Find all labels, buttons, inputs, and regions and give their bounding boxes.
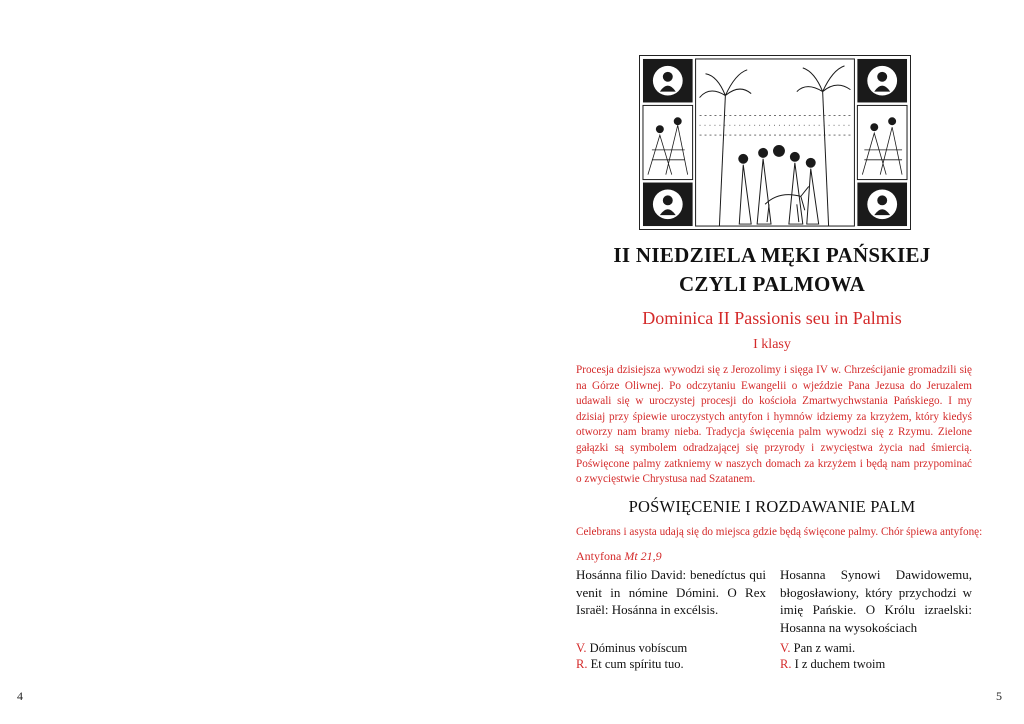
versicle-line bbox=[780, 640, 885, 656]
antiphon-reference: Mt 21,9 bbox=[624, 549, 662, 563]
response-mark: R. bbox=[576, 657, 588, 671]
response-line bbox=[576, 656, 687, 672]
palm-sunday-woodcut-icon bbox=[639, 55, 911, 230]
versicle-text: Pan z wami. bbox=[793, 641, 856, 655]
page-number-right: 5 bbox=[996, 689, 1002, 703]
title-line-2: CZYLI PALMOWA bbox=[678, 272, 866, 296]
versicles-polish bbox=[780, 640, 885, 672]
versicle-text: Dóminus vobíscum bbox=[589, 641, 688, 655]
response-line bbox=[780, 656, 885, 672]
latin-title: Dominica II Passionis seu in Palmis bbox=[642, 308, 902, 328]
antiphon-latin: Hosánna filio David: benedíctus qui venit in nómine Dómini. O Rex Israël: Hosánna in excélsis. bbox=[576, 567, 766, 617]
versicles-latin bbox=[576, 640, 687, 672]
response-text: I z duchem twoim bbox=[794, 657, 886, 671]
intro-paragraph: Procesja dzisiejsza wywodzi się z Jerozolimy i sięga IV w. Chrześcijanie gromadzili się na Górze Oliwnej. Po odczytaniu Ewangelii o wjeździe Pana Jezusa do Jeruzalem udawali się w uroczystej procesji do kościoła Zmartwychwstania Pańskiego. I my dzisiaj przy śpiewie uroczystych antyfon i hymnów idziemy za krzyżem, który kiedyś otworzy nam bramy nieba. Tradycja święcenia palm wywodzi się z Rzymu. Zielone gałązki są symbolem odradzającej się przyrody i zwycięstwa życia nad śmiercią. Poświęcone palmy zatkniemy w naszych domach za krzyżem i będą nam przypominać o zwycięstwie Chrystusa nad Szatanem. bbox=[576, 364, 972, 486]
right-page bbox=[512, 0, 1024, 724]
response-text: Et cum spíritu tuo. bbox=[590, 657, 684, 671]
page-title bbox=[552, 241, 992, 299]
response-mark: R. bbox=[780, 657, 792, 671]
liturgical-rank: I klasy bbox=[753, 337, 791, 352]
versicle-line bbox=[576, 640, 687, 656]
versicle-mark: V. bbox=[780, 641, 791, 655]
versicle-mark: V. bbox=[576, 641, 587, 655]
antiphon-polish: Hosanna Synowi Dawidowemu, błogosławiony, który przychodzi w imię Pańskie. O Królu izraelski: Hosanna na wysokościach bbox=[780, 567, 972, 635]
page-number-left: 4 bbox=[17, 689, 23, 703]
antiphon-label bbox=[576, 549, 662, 564]
section-heading: POŚWIĘCENIE I ROZDAWANIE PALM bbox=[628, 497, 916, 516]
rubric: Celebrans i asysta udają się do miejsca gdzie będą święcone palmy. Chór śpiewa antyfonę: bbox=[576, 526, 983, 538]
title-line-1: II NIEDZIELA MĘKI PAŃSKIEJ bbox=[613, 243, 931, 267]
antiphon-label-text: Antyfona bbox=[576, 549, 622, 563]
